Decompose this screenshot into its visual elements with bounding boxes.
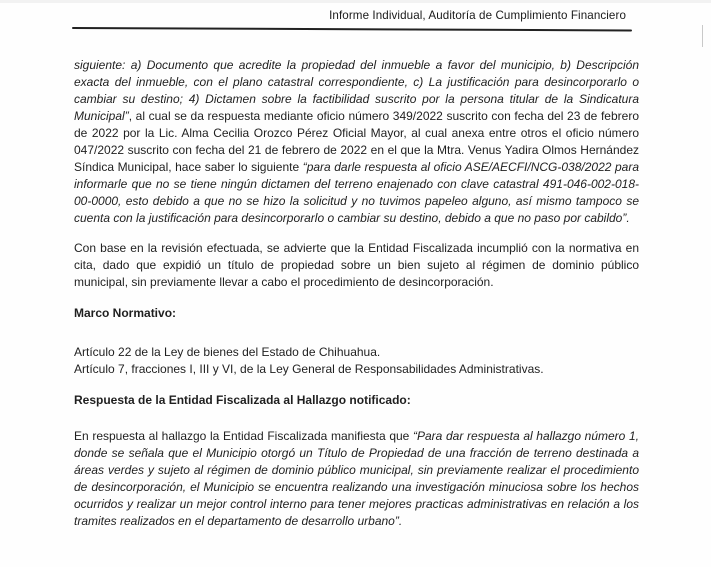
body-text-run: Con base en la revisión efectuada, se advierte que la Entidad Fiscalizada incumplió con la normativa en cita, dado que expidió un título de propiedad sobre un bien sujeto al régimen de dominio público municipal, sin previamente llevar a cabo el procedimiento de desincorporación. [74,241,639,289]
normative-articles [74,344,639,378]
quoted-text-run: “para darle respuesta al oficio ASE/AECFI/NCG-038/2022 para informarle que no se tiene ningún dictamen del terreno enajenado con clave catastral 491-046-002-018-00-0000, esto debido a que no se hizo la solicitud y no tuvimos papeleo alguno, así mismo tampoco se cuenta con la justificación para desincorporarlo o cambiar su destino, debido a que no paso por cabildo”. [74,160,639,225]
finding-detail-paragraph [74,57,639,227]
normative-article-line: Artículo 7, fracciones I, III y VI, de la Ley General de Responsabilidades Administrativas. [74,362,544,376]
report-header-title: Informe Individual, Auditoría de Cumplimiento Financiero [329,9,626,22]
auditor-conclusion-paragraph [74,240,639,291]
quoted-text-run: siguiente: a) Documento que acredite la propiedad del inmueble a favor del municipio, b) Descripción exacta del inmueble, con el plano catastral correspondiente, c) La justificación para desincorporarlo o cambiar su destino; 4) Dictamen sobre la factibilidad suscrito por la persona titular de la Sindicatura Municipal” [74,58,639,123]
body-text-run: En respuesta al hallazgo la Entidad Fiscalizada manifiesta que [74,429,413,443]
scan-edge-shade [0,0,711,3]
header-rule [72,27,632,31]
scan-artifact-line [702,25,703,47]
entity-response-paragraph [74,428,639,530]
marco-normativo-heading: Marco Normativo: [74,306,177,320]
quoted-text-run: “Para dar respuesta al hallazgo número 1, donde se señala que el Municipio otorgó un Título de Propiedad de una fracción de terreno destinada a áreas verdes y sujeto al régimen de dominio público municipal, sin previamente realizar el procedimiento de desincorporación, el Municipio se encuentra realizando una investigación minuciosa sobre los hechos ocurridos y realizar un mejor control interno para tener mejores practicas administrativas en relación a los tramites realizados en el departamento de desarrollo urbano”. [74,429,639,528]
body-text-run: , al cual se da respuesta mediante oficio número 349/2022 suscrito con fecha del 23 de febrero de 2022 por la Lic. Alma Cecilia Orozco Pérez Oficial Mayor, al cual anexa entre otros el oficio número 047/2022 suscrito con fecha del 21 de febrero de 2022 en el que la Mtra. Venus Yadira Olmos Hernández Síndica Municipal, hace saber lo siguiente [74,109,639,174]
respuesta-entidad-heading: Respuesta de la Entidad Fiscalizada al Hallazgo notificado: [74,393,411,407]
normative-article-line: Artículo 22 de la Ley de bienes del Estado de Chihuahua. [74,345,381,359]
document-body [74,57,639,530]
